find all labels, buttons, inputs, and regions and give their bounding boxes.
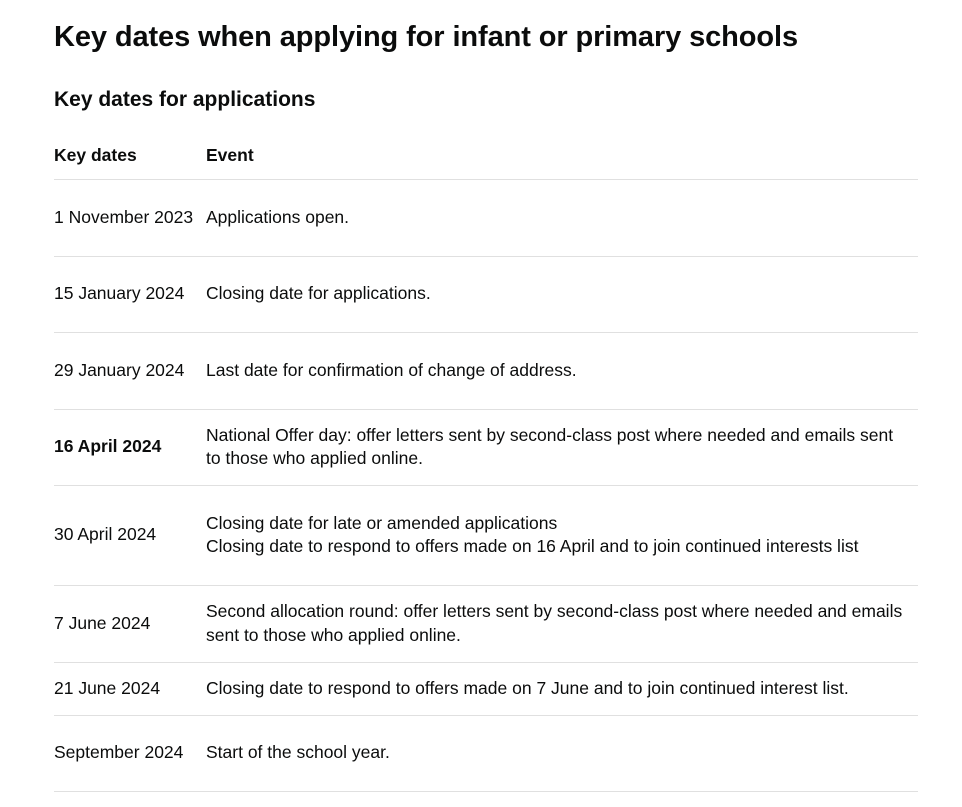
row-event bbox=[206, 662, 918, 715]
row-event bbox=[206, 715, 918, 791]
table-body bbox=[54, 179, 918, 791]
row-date: 29 January 2024 bbox=[54, 359, 185, 380]
page-title: Key dates when applying for infant or primary schools bbox=[54, 21, 799, 53]
table-header-row bbox=[54, 139, 918, 179]
header-event: Event bbox=[206, 145, 254, 165]
row-date: 7 June 2024 bbox=[54, 612, 151, 633]
table-row bbox=[54, 585, 918, 662]
table-row bbox=[54, 715, 918, 791]
row-date: 21 June 2024 bbox=[54, 677, 161, 698]
event-text: National Offer day: offer letters sent by second-class post where needed and emails sent to those who applied online. bbox=[206, 424, 894, 468]
row-event bbox=[206, 256, 918, 332]
event-text: Last date for confirmation of change of address. bbox=[206, 359, 577, 380]
event-text: Closing date for applications. bbox=[206, 283, 431, 304]
row-date: 15 January 2024 bbox=[54, 283, 185, 304]
table-row bbox=[54, 179, 918, 256]
event-text: Applications open. bbox=[206, 206, 350, 227]
row-event bbox=[206, 409, 918, 485]
row-event bbox=[206, 585, 918, 662]
row-date: 16 April 2024 bbox=[54, 436, 162, 457]
header-key-dates: Key dates bbox=[54, 145, 137, 165]
event-text: Start of the school year. bbox=[206, 742, 390, 763]
event-text: Closing date to respond to offers made on 7 June and to join continued interest list. bbox=[206, 677, 849, 698]
event-text: Second allocation round: offer letters sent by second-class post where needed and emails sent to those who applied online. bbox=[206, 601, 903, 645]
key-dates-table bbox=[54, 139, 918, 792]
table-row bbox=[54, 409, 918, 485]
section-heading: Key dates for applications bbox=[54, 88, 316, 111]
table-row bbox=[54, 662, 918, 715]
row-date: 1 November 2023 bbox=[54, 206, 194, 227]
row-date: September 2024 bbox=[54, 742, 184, 763]
event-text: Closing date to respond to offers made on 16 April and to join continued interests list bbox=[206, 536, 859, 556]
event-text: Closing date for late or amended applications bbox=[206, 512, 558, 533]
row-date: 30 April 2024 bbox=[54, 524, 157, 545]
table-row bbox=[54, 332, 918, 409]
row-event bbox=[206, 332, 918, 409]
table-row bbox=[54, 485, 918, 585]
row-event bbox=[206, 485, 918, 585]
row-event bbox=[206, 179, 918, 256]
table-row bbox=[54, 256, 918, 332]
